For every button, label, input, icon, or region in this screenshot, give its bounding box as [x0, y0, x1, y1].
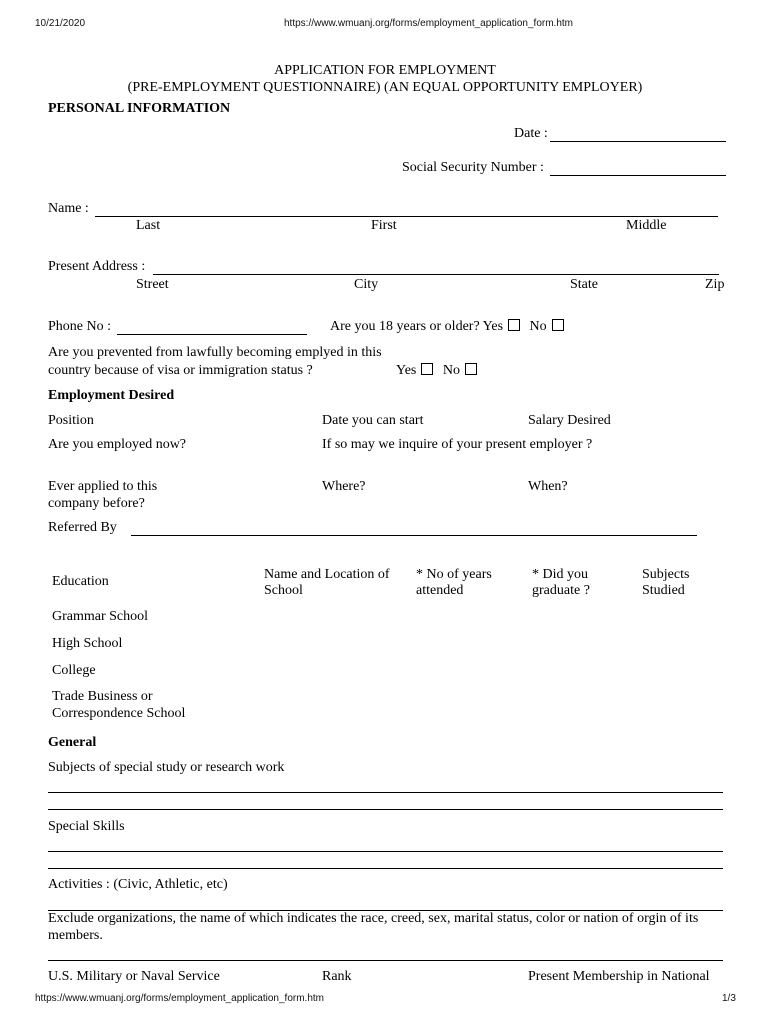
applied-before-line2: company before? [48, 496, 145, 511]
address-zip-caption: Zip [705, 277, 725, 292]
prevented-yes-label: Yes [396, 363, 417, 378]
school-name-col-header-line1: Name and Location of [264, 567, 390, 582]
age-no-checkbox[interactable] [552, 319, 564, 331]
personal-info-heading: PERSONAL INFORMATION [48, 101, 231, 116]
name-first-caption: First [371, 218, 397, 233]
age-no-label: No [529, 319, 547, 334]
education-col-header: Education [52, 574, 109, 589]
print-date: 10/21/2020 [35, 18, 86, 29]
rank-label: Rank [322, 969, 352, 984]
trade-school-row-line2: Correspondence School [52, 706, 186, 721]
subjects-col-header-line2: Studied [642, 583, 685, 598]
prevented-question-line1: Are you prevented from lawfully becoming emplyed in this [48, 345, 382, 360]
applied-before-line1: Ever applied to this [48, 479, 158, 494]
date-field-line[interactable] [550, 141, 726, 142]
college-row: College [52, 663, 96, 678]
trade-school-row-line1: Trade Business or [52, 689, 153, 704]
name-middle-caption: Middle [626, 218, 667, 233]
address-street-caption: Street [136, 277, 169, 292]
special-skills-line-2[interactable] [48, 868, 723, 869]
prevented-no-checkbox[interactable] [465, 363, 477, 375]
name-label: Name : [48, 201, 89, 216]
grammar-school-row: Grammar School [52, 609, 149, 624]
form-title: APPLICATION FOR EMPLOYMENT [274, 63, 496, 78]
subjects-col-header-line1: Subjects [642, 567, 690, 582]
salary-label: Salary Desired [528, 413, 611, 428]
special-study-line-1[interactable] [48, 792, 723, 793]
date-label: Date : [514, 126, 548, 141]
ssn-label: Social Security Number : [402, 160, 544, 175]
phone-field-line[interactable] [117, 334, 307, 335]
graduate-col-header-line2: graduate ? [532, 583, 590, 598]
position-label: Position [48, 413, 94, 428]
prevented-question-line2: country because of visa or immigration status ? [48, 363, 313, 378]
address-field-line[interactable] [153, 274, 719, 275]
phone-label: Phone No : [48, 319, 111, 334]
years-col-header-line1: * No of years [416, 567, 492, 582]
form-subtitle: (PRE-EMPLOYMENT QUESTIONNAIRE) (AN EQUAL OPPORTUNITY EMPLOYER) [127, 80, 643, 95]
print-page-number: 1/3 [722, 993, 736, 1004]
name-last-caption: Last [136, 218, 161, 233]
graduate-col-header-line1: * Did you [532, 567, 588, 582]
activities-label: Activities : (Civic, Athletic, etc) [48, 877, 228, 892]
print-url-top: https://www.wmuanj.org/forms/employment_application_form.htm [284, 18, 574, 29]
years-col-header-line2: attended [416, 583, 464, 598]
employment-heading: Employment Desired [48, 388, 175, 403]
referred-by-field-line[interactable] [131, 535, 697, 536]
start-date-label: Date you can start [322, 413, 424, 428]
print-url-bottom: https://www.wmuanj.org/forms/employment_application_form.htm [35, 993, 325, 1004]
where-label: Where? [322, 479, 366, 494]
high-school-row: High School [52, 636, 123, 651]
address-label: Present Address : [48, 259, 146, 274]
age-question-text: Are you 18 years or older? Yes [330, 319, 504, 334]
prevented-options [396, 362, 477, 379]
inquire-label: If so may we inquire of your present employer ? [322, 437, 593, 452]
organizations-line[interactable] [48, 960, 723, 961]
school-name-col-header-line2: School [264, 583, 303, 598]
prevented-no-label: No [442, 363, 460, 378]
special-study-label: Subjects of special study or research work [48, 760, 285, 775]
age-yes-checkbox[interactable] [508, 319, 520, 331]
military-service-label: U.S. Military or Naval Service [48, 969, 220, 984]
age-question [330, 318, 564, 335]
when-label: When? [528, 479, 568, 494]
special-skills-label: Special Skills [48, 819, 125, 834]
address-state-caption: State [570, 277, 598, 292]
national-membership-label: Present Membership in National [528, 969, 710, 984]
special-study-line-2[interactable] [48, 809, 723, 810]
name-field-line[interactable] [95, 216, 718, 217]
prevented-yes-checkbox[interactable] [421, 363, 433, 375]
referred-by-label: Referred By [48, 520, 117, 535]
special-skills-line-1[interactable] [48, 851, 723, 852]
exclude-organizations-note: Exclude organizations, the name of which indicates the race, creed, sex, marital status, color or nation of orgin of its members. [48, 911, 699, 943]
general-heading: General [48, 735, 97, 750]
address-city-caption: City [354, 277, 379, 292]
ssn-field-line[interactable] [550, 175, 726, 176]
employed-now-label: Are you employed now? [48, 437, 187, 452]
